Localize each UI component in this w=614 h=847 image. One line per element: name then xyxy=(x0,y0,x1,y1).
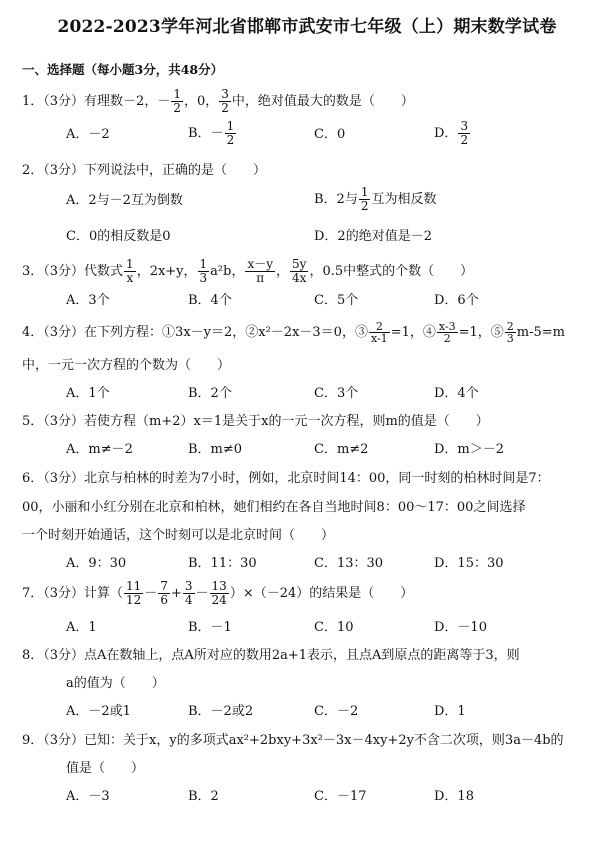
q9-option-a[interactable]: A．－3 xyxy=(66,789,110,804)
q7-option-c[interactable]: C．10 xyxy=(314,620,354,635)
question-7-stem: 7．（3分）计算（ $\frac{11}{12}$ － $\frac{7}{6}$ + $\frac{3}{4}$ － $\frac{13}{24}$ ）×（－24）的结果是（ ） xyxy=(22,579,414,607)
q6-option-b[interactable]: B．11：30 xyxy=(188,556,257,571)
q9-option-d[interactable]: D．18 xyxy=(434,789,474,804)
q3-option-b[interactable]: B．4个 xyxy=(188,293,232,308)
q6-option-d[interactable]: D．15：30 xyxy=(434,556,504,571)
fraction: $\frac{2}{x-1}$ xyxy=(370,320,388,345)
q4-option-a[interactable]: A．1个 xyxy=(66,386,110,401)
fraction: $\frac{1}{3}$ xyxy=(199,257,208,285)
q1-option-a[interactable]: A．－2 xyxy=(66,127,110,142)
fraction: $\frac{2}{3}$ xyxy=(506,320,514,345)
fraction: $\frac{7}{6}$ xyxy=(160,579,168,607)
q7-option-b[interactable]: B．－1 xyxy=(188,620,232,635)
q3-option-c[interactable]: C．5个 xyxy=(314,293,359,308)
fraction: $\frac{1}{x}$ xyxy=(126,257,134,285)
question-8-stem-line2: a的值为（ ） xyxy=(66,676,165,691)
q2-option-a[interactable]: A．2与－2互为倒数 xyxy=(66,193,183,208)
q7-option-d[interactable]: D．－10 xyxy=(434,620,487,635)
fraction: $\frac{3}{4}$ xyxy=(184,579,193,607)
fraction: $\frac{1}{2}$ xyxy=(360,185,369,213)
fraction: $\frac{1}{2}$ xyxy=(173,87,181,115)
q1-option-d[interactable]: D． $\frac{3}{2}$ xyxy=(434,119,469,147)
q5-option-d[interactable]: D．m＞－2 xyxy=(434,442,505,457)
question-6-stem: 6．（3分）北京与柏林的时差为7小时，例如，北京时间14：00，同一时刻的柏林时间是7： xyxy=(22,471,550,486)
question-3-stem: 3．（3分）代数式 $\frac{1}{x}$ ，2x+y， $\frac{1}{3}$ a²b， $\frac{x-y}{\pi}$ ， $\frac{5y}{4x}$ ，0.5中整式的个数（ ） xyxy=(22,257,474,285)
question-4-stem-line2: 中，一元一次方程的个数为（ ） xyxy=(22,358,231,373)
q1-option-b[interactable]: B．－ $\frac{1}{2}$ xyxy=(188,119,235,147)
q8-option-a[interactable]: A．－2或1 xyxy=(66,704,131,719)
q5-option-c[interactable]: C．m≠2 xyxy=(314,442,369,457)
q3-option-d[interactable]: D．6个 xyxy=(434,293,479,308)
fraction: $\frac{3}{2}$ xyxy=(460,119,469,147)
q9-option-c[interactable]: C．－17 xyxy=(314,789,367,804)
q2-option-b[interactable]: B．2与 $\frac{1}{2}$ 互为相反数 xyxy=(314,185,437,213)
fraction: $\frac{x-3}{2}$ xyxy=(438,320,456,345)
fraction: $\frac{x-y}{\pi}$ xyxy=(247,257,274,285)
question-8-stem: 8．（3分）点A在数轴上，点A所对应的数用2a+1表示，且点A到原点的距离等于3，则 xyxy=(22,648,520,663)
question-2-stem: 2．（3分）下列说法中，正确的是（ ） xyxy=(22,163,267,178)
q8-option-d[interactable]: D．1 xyxy=(434,704,466,719)
page-title: 2022-2023学年河北省邯郸市武安市七年级（上）期末数学试卷 xyxy=(57,17,557,37)
q4-option-b[interactable]: B．2个 xyxy=(188,386,232,401)
q4-option-d[interactable]: D．4个 xyxy=(434,386,479,401)
question-6-stem-line3: 一个时刻开始通话，这个时刻可以是北京时间（ ） xyxy=(22,528,335,543)
question-4-stem: 4．（3分）在下列方程：①3x－y＝2，②x²－2x－3＝0，③ $\frac{2}{x-1}$ =1，④ $\frac{x-3}{2}$ =1，⑤ $\frac{2}{3}$ m-5=m xyxy=(22,320,565,345)
question-6-stem-line2: 00，小丽和小红分别在北京和柏林，她们相约在各自当地时间8：00～17：00之间选择 xyxy=(22,500,526,515)
q1-option-c[interactable]: C．0 xyxy=(314,127,346,142)
q5-option-b[interactable]: B．m≠0 xyxy=(188,442,243,457)
q5-option-a[interactable]: A．m≠－2 xyxy=(66,442,133,457)
q4-option-c[interactable]: C．3个 xyxy=(314,386,359,401)
fraction: $\frac{5y}{4x}$ xyxy=(292,257,307,285)
q9-option-b[interactable]: B．2 xyxy=(188,789,219,804)
question-5-stem: 5．（3分）若使方程（m+2）x＝1是关于x的一元一次方程，则m的值是（ ） xyxy=(22,414,489,429)
fraction: $\frac{13}{24}$ xyxy=(211,579,227,607)
question-1-stem: 1．（3分）有理数－2，－ $\frac{1}{2}$ ，0， $\frac{3}{2}$ 中，绝对值最大的数是（ ） xyxy=(22,87,414,115)
q6-option-a[interactable]: A．9：30 xyxy=(66,556,127,571)
q8-option-c[interactable]: C．－2 xyxy=(314,704,359,719)
question-9-stem-line2: 值是（ ） xyxy=(66,761,145,776)
q2-option-d[interactable]: D．2的绝对值是－2 xyxy=(314,229,432,244)
section-heading: 一、选择题（每小题3分，共48分） xyxy=(22,62,224,77)
q6-option-c[interactable]: C．13：30 xyxy=(314,556,384,571)
question-9-stem: 9．（3分）已知：关于x，y的多项式ax²+2bxy+3x²－3x－4xy+2y不含二次项，则3a－4b的 xyxy=(22,733,564,748)
q3-option-a[interactable]: A．3个 xyxy=(66,293,110,308)
fraction: $\frac{11}{12}$ xyxy=(126,579,142,607)
fraction: $\frac{3}{2}$ xyxy=(221,87,229,115)
q2-option-c[interactable]: C．0的相反数是0 xyxy=(66,229,171,244)
q8-option-b[interactable]: B．－2或2 xyxy=(188,704,254,719)
fraction: $\frac{1}{2}$ xyxy=(226,119,235,147)
q7-option-a[interactable]: A．1 xyxy=(66,620,97,635)
